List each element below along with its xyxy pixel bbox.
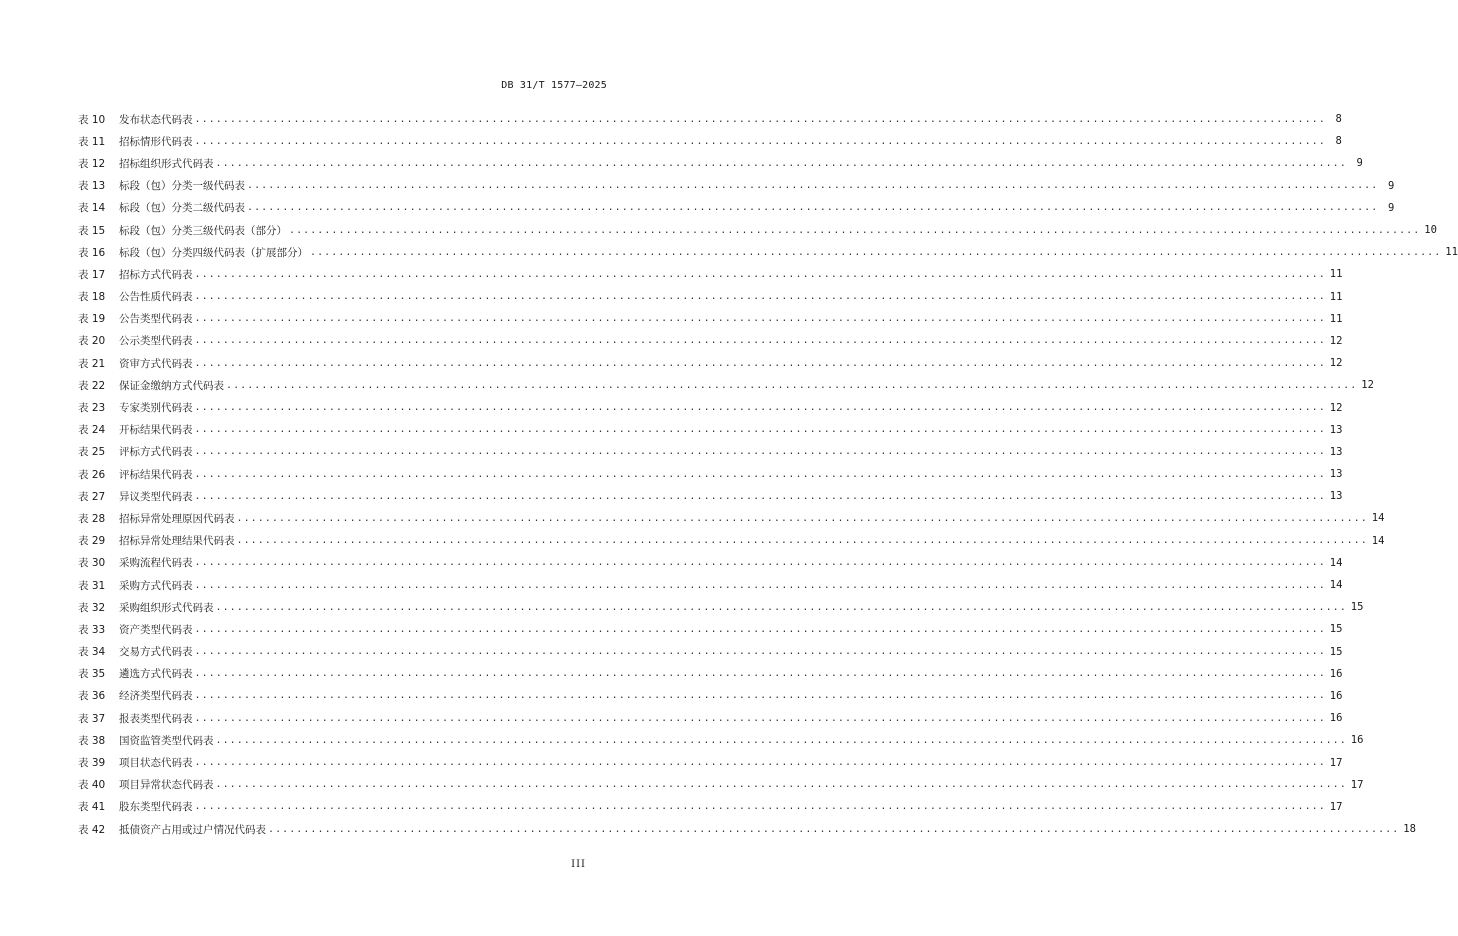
toc-entry-page-number: 18 [1403, 823, 1416, 836]
toc-entry-number: 表 20 [78, 335, 106, 348]
dot-leader: ................................................................................................................................................................ [310, 246, 1442, 258]
toc-entry-number: 表 18 [78, 291, 106, 304]
toc-entry-number: 表 10 [78, 113, 106, 126]
toc-entry-title: 标段（包）分类一级代码表 [119, 180, 245, 193]
toc-entry[interactable] [78, 419, 1343, 441]
toc-entry[interactable] [78, 618, 1343, 640]
toc-entry-page-number: 17 [1329, 756, 1343, 769]
toc-entry-title: 资审方式代码表 [119, 357, 193, 370]
toc-entry-number: 表 26 [78, 468, 106, 481]
dot-leader: ................................................................................................................................................................ [194, 646, 1326, 658]
toc-entry-number: 表 14 [78, 202, 106, 215]
toc-entry[interactable] [78, 685, 1343, 707]
toc-entry-number: 表 23 [78, 402, 106, 415]
toc-entry[interactable] [78, 663, 1343, 685]
dot-leader: ................................................................................................................................................................ [289, 224, 1421, 236]
toc-entry-number: 表 36 [78, 690, 106, 703]
dot-leader: ................................................................................................................................................................ [194, 113, 1326, 125]
toc-entry-page-number: 14 [1329, 556, 1343, 569]
toc-entry[interactable] [78, 396, 1343, 418]
dot-leader: ................................................................................................................................................................ [194, 757, 1326, 769]
toc-entry-number: 表 29 [78, 535, 106, 548]
toc-entry-number: 表 25 [78, 446, 106, 459]
toc-entry-page-number: 9 [1356, 157, 1363, 170]
toc-entry[interactable] [78, 641, 1343, 663]
dot-leader: ................................................................................................................................................................ [194, 490, 1326, 502]
toc-entry[interactable] [78, 596, 1364, 618]
toc-entry-title: 专家类别代码表 [119, 402, 193, 415]
dot-leader: ................................................................................................................................................................ [268, 823, 1400, 835]
toc-entry[interactable] [78, 552, 1343, 574]
toc-entry-number: 表 34 [78, 646, 106, 659]
toc-entry[interactable] [78, 352, 1343, 374]
dot-leader: ................................................................................................................................................................ [194, 357, 1326, 369]
toc-entry-title: 招标组织形式代码表 [119, 157, 214, 170]
toc-entry-page-number: 14 [1371, 512, 1385, 525]
toc-entry-page-number: 13 [1329, 423, 1343, 436]
dot-leader: ................................................................................................................................................................ [247, 180, 1379, 192]
toc-entry-title: 异议类型代码表 [119, 490, 193, 503]
toc-entry-title: 国资监管类型代码表 [119, 734, 214, 747]
toc-entry-page-number: 11 [1445, 246, 1458, 259]
dot-leader: ................................................................................................................................................................ [236, 512, 1368, 524]
dot-leader: ................................................................................................................................................................ [194, 468, 1326, 480]
dot-leader: ................................................................................................................................................................ [215, 157, 1347, 169]
toc-entry-number: 表 32 [78, 601, 106, 614]
toc-entry-page-number: 15 [1350, 601, 1364, 614]
toc-entry-title: 标段（包）分类四级代码表（扩展部分） [119, 246, 308, 259]
table-of-contents-list [78, 108, 1458, 840]
toc-entry-title: 采购组织形式代码表 [119, 601, 214, 614]
toc-entry-title: 交易方式代码表 [119, 646, 193, 659]
toc-entry-page-number: 13 [1329, 445, 1343, 458]
dot-leader: ................................................................................................................................................................ [247, 202, 1379, 214]
toc-entry-number: 表 24 [78, 424, 106, 437]
toc-entry[interactable] [78, 175, 1395, 197]
toc-entry-page-number: 16 [1350, 734, 1364, 747]
toc-entry-page-number: 8 [1335, 135, 1342, 148]
toc-entry-title: 股东类型代码表 [119, 801, 193, 814]
toc-entry[interactable] [78, 818, 1416, 840]
dot-leader: ................................................................................................................................................................ [194, 668, 1326, 680]
dot-leader: ................................................................................................................................................................ [194, 446, 1326, 458]
toc-entry-page-number: 14 [1371, 534, 1385, 547]
toc-entry-number: 表 11 [78, 135, 106, 148]
toc-entry[interactable] [78, 308, 1343, 330]
toc-entry[interactable] [78, 796, 1343, 818]
toc-entry-title: 公告类型代码表 [119, 313, 193, 326]
toc-entry[interactable] [78, 441, 1343, 463]
dot-leader: ................................................................................................................................................................ [194, 135, 1326, 147]
toc-entry-number: 表 16 [78, 246, 106, 259]
toc-entry-page-number: 15 [1329, 623, 1343, 636]
toc-entry-number: 表 42 [78, 823, 106, 836]
toc-entry-page-number: 9 [1387, 201, 1395, 214]
toc-entry-page-number: 16 [1329, 689, 1343, 702]
dot-leader: ................................................................................................................................................................ [194, 335, 1326, 347]
toc-entry-number: 表 38 [78, 734, 106, 747]
toc-entry-page-number: 12 [1329, 401, 1343, 414]
toc-entry-number: 表 33 [78, 623, 106, 636]
toc-entry[interactable] [78, 530, 1385, 552]
toc-entry-page-number: 8 [1335, 113, 1342, 126]
toc-entry-title: 招标方式代码表 [119, 268, 193, 281]
toc-entry-number: 表 21 [78, 357, 106, 370]
toc-entry[interactable] [78, 152, 1363, 174]
toc-entry-title: 招标异常处理原因代码表 [119, 512, 235, 525]
toc-entry-page-number: 16 [1329, 712, 1343, 725]
toc-entry[interactable] [78, 707, 1343, 729]
toc-entry[interactable] [78, 241, 1458, 263]
toc-entry[interactable] [78, 729, 1364, 751]
toc-entry-page-number: 11 [1329, 290, 1343, 303]
toc-entry-number: 表 40 [78, 779, 106, 792]
toc-entry-number: 表 35 [78, 668, 106, 681]
toc-entry-page-number: 12 [1361, 379, 1374, 392]
toc-entry[interactable] [78, 130, 1342, 152]
toc-entry-title: 公告性质代码表 [119, 291, 193, 304]
toc-entry[interactable] [78, 574, 1343, 596]
toc-entry-title: 标段（包）分类三级代码表（部分） [119, 224, 287, 237]
toc-entry-number: 表 17 [78, 268, 106, 281]
toc-entry-number: 表 27 [78, 490, 106, 503]
toc-entry-page-number: 11 [1329, 312, 1343, 325]
dot-leader: ................................................................................................................................................................ [194, 623, 1326, 635]
toc-entry-page-number: 11 [1329, 268, 1343, 281]
toc-entry-number: 表 13 [78, 180, 106, 193]
dot-leader: ................................................................................................................................................................ [194, 579, 1326, 591]
toc-entry-page-number: 13 [1329, 490, 1343, 503]
toc-entry-title: 开标结果代码表 [119, 424, 193, 437]
toc-entry-page-number: 10 [1424, 224, 1437, 237]
standard-code-header: DB 31/T 1577—2025 [501, 80, 607, 91]
toc-entry[interactable] [78, 330, 1343, 352]
toc-entry-number: 表 19 [78, 313, 106, 326]
toc-entry[interactable] [78, 197, 1395, 219]
toc-entry-title: 经济类型代码表 [119, 690, 193, 703]
toc-entry-page-number: 13 [1329, 468, 1343, 481]
toc-entry[interactable] [78, 507, 1385, 529]
toc-entry-number: 表 30 [78, 557, 106, 570]
toc-entry-title: 项目状态代码表 [119, 757, 193, 770]
toc-entry-number: 表 41 [78, 801, 106, 814]
toc-entry-title: 评标方式代码表 [119, 446, 193, 459]
toc-entry-page-number: 14 [1329, 579, 1343, 592]
toc-entry-title: 采购流程代码表 [119, 557, 193, 570]
dot-leader: ................................................................................................................................................................ [194, 712, 1326, 724]
toc-entry[interactable] [78, 774, 1364, 796]
toc-entry-title: 抵债资产占用或过户情况代码表 [119, 823, 266, 836]
toc-entry[interactable] [78, 108, 1342, 130]
toc-entry-page-number: 17 [1350, 778, 1364, 791]
toc-entry[interactable] [78, 751, 1343, 773]
toc-entry-title: 评标结果代码表 [119, 468, 193, 481]
toc-entry[interactable] [78, 374, 1374, 396]
toc-entry-title: 遴选方式代码表 [119, 668, 193, 681]
toc-entry-title: 采购方式代码表 [119, 579, 193, 592]
toc-entry-title: 公示类型代码表 [119, 335, 193, 348]
toc-entry-page-number: 15 [1329, 645, 1343, 658]
dot-leader: ................................................................................................................................................................ [226, 379, 1358, 391]
dot-leader: ................................................................................................................................................................ [194, 268, 1326, 280]
toc-entry-number: 表 37 [78, 712, 106, 725]
dot-leader: ................................................................................................................................................................ [236, 535, 1368, 547]
toc-entry-number: 表 31 [78, 579, 106, 592]
toc-entry-number: 表 28 [78, 512, 106, 525]
toc-entry-page-number: 12 [1329, 357, 1343, 370]
dot-leader: ................................................................................................................................................................ [194, 801, 1326, 813]
dot-leader: ................................................................................................................................................................ [194, 690, 1326, 702]
dot-leader: ................................................................................................................................................................ [194, 291, 1326, 303]
toc-entry-title: 发布状态代码表 [119, 113, 193, 126]
dot-leader: ................................................................................................................................................................ [194, 402, 1326, 414]
toc-entry-number: 表 15 [78, 224, 106, 237]
toc-entry[interactable] [78, 286, 1343, 308]
toc-entry-title: 招标异常处理结果代码表 [119, 535, 235, 548]
toc-entry[interactable] [78, 219, 1437, 241]
toc-entry-title: 项目异常状态代码表 [119, 779, 214, 792]
dot-leader: ................................................................................................................................................................ [194, 557, 1326, 569]
toc-entry-title: 标段（包）分类二级代码表 [119, 202, 245, 215]
dot-leader: ................................................................................................................................................................ [215, 779, 1347, 791]
toc-entry-number: 表 22 [78, 379, 106, 392]
toc-entry-page-number: 12 [1329, 334, 1343, 347]
toc-entry-page-number: 9 [1387, 179, 1395, 192]
toc-entry-title: 招标情形代码表 [119, 135, 193, 148]
page-number-footer: III [571, 859, 586, 870]
toc-entry[interactable] [78, 485, 1343, 507]
toc-entry-number: 表 12 [78, 157, 106, 170]
toc-entry-title: 报表类型代码表 [119, 712, 193, 725]
dot-leader: ................................................................................................................................................................ [194, 424, 1326, 436]
dot-leader: ................................................................................................................................................................ [215, 734, 1347, 746]
dot-leader: ................................................................................................................................................................ [194, 313, 1326, 325]
toc-entry[interactable] [78, 263, 1343, 285]
dot-leader: ................................................................................................................................................................ [215, 601, 1347, 613]
toc-entry-title: 资产类型代码表 [119, 623, 193, 636]
toc-entry-page-number: 17 [1329, 800, 1343, 813]
toc-entry-page-number: 16 [1329, 667, 1343, 680]
toc-entry-number: 表 39 [78, 757, 106, 770]
toc-entry[interactable] [78, 463, 1343, 485]
toc-entry-title: 保证金缴纳方式代码表 [119, 379, 224, 392]
